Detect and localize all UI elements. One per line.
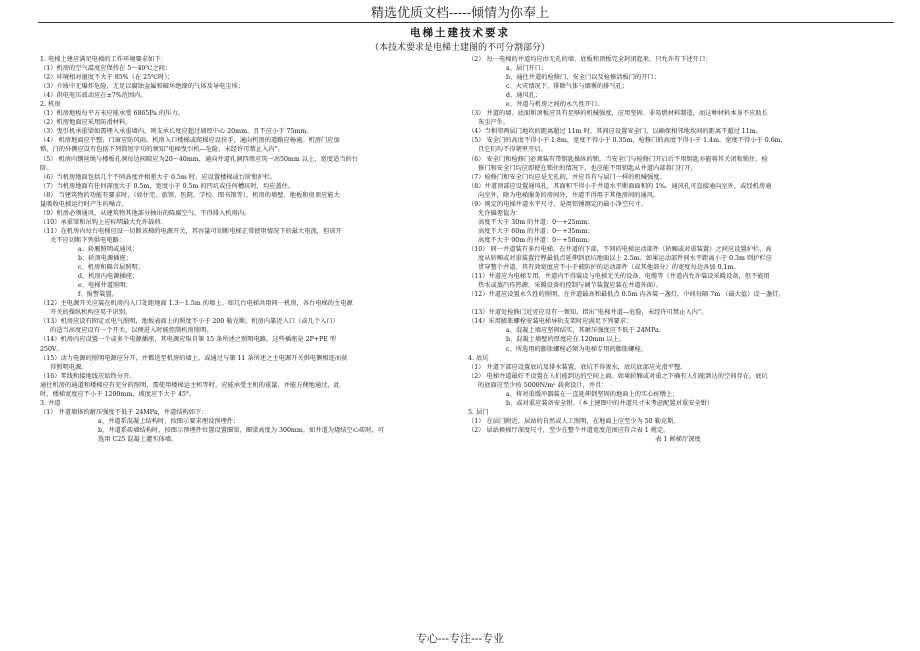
left-column-line: 选用 C25 混凝土灌实体墙。: [98, 435, 178, 443]
left-column-line: 开关的操纵机构应易于识别。: [50, 309, 132, 317]
right-column-line: （12）井道应设置永久性的照明，在井道最高和最低点 0.5m 内各装一盏灯，中间每隔 7m （最大值）设一盏灯。: [468, 291, 785, 299]
right-column-line: 热水或蒸汽作热源，采暖设备的控制与调节装置应装在井道外面）。: [478, 282, 663, 290]
left-column-line: （4）供电电压波动应在±7%范围内。: [40, 92, 147, 100]
header-divider: [38, 22, 894, 23]
left-column-line: e、电梯井道照明；: [78, 282, 132, 290]
right-column-line: （7）检修门和安全门均应是无孔的，并应具有与层门一样的机械强度。: [468, 173, 666, 181]
right-column-line: （9）规定的电梯井道水平尺寸，是用铅锤测定的最小净空尺寸。: [468, 200, 647, 208]
left-column-line: （1）机房的空气温度应保持在 5～40℃之间；: [40, 65, 172, 73]
left-column-line: （8） 当建筑物的功能有要求时，（如住宅、旅馆、医院、学校、图书馆等），机房的墙壁、地板和房顶应能大: [40, 191, 340, 199]
left-column-line: 关不应切断下列供电电路：: [50, 236, 125, 244]
right-column-line: （3） 井道的墙、底面和顶板应具有足够的机械强度，应用坚固、非易燃材料制造，而这种材料本身不应助长: [468, 110, 768, 118]
left-column-line: 阶。: [40, 164, 53, 172]
left-column-line: f、报警装置。: [78, 291, 118, 299]
right-column-line: 允许偏差值为：: [478, 209, 522, 217]
right-column-line: 向室外，除为电梯服务的房间外，井道不得用于其他房间的通风。: [478, 191, 660, 199]
right-column-line: （1） 井道下部应设置底坑及排水装置，底坑不得渗水，底坑底部应光滑平整。: [468, 363, 687, 371]
right-column-line: a、混凝土墙应坚固结实，其耐压强度应不低于 24MPa。: [506, 327, 665, 335]
right-column-line: 高度不大于 60m 的井道：0～+35mm；: [478, 227, 594, 235]
left-column-line: 的适当高度应设有一个开关，以便进入时能控制机房照明。: [50, 327, 213, 335]
right-column-line: [468, 299, 888, 308]
right-column-line: （13）井道处检修门近旁应设有一须知，指出“电梯井道—危险，未经许可禁止入内”。: [468, 309, 708, 317]
right-column-line: （2） 电梯井道最好不设置在人们能到达的空间上面。如果轿厢或对重之下确有人们能到达的空间存在，底坑: [468, 372, 768, 380]
right-column-line: a、将对重缓冲器装在一直延伸到坚固的地面上的实心桩墩上；: [506, 390, 679, 398]
left-column-line: （11）在机房内每台电梯应设一切断该梯的电源开关，其容量可切断电梯正常使用情况下的最大电流，但该开: [40, 227, 342, 235]
right-column-line: （2） 层站候梯厅深度尺寸，至少在整个井道宽度范围应符合表 1 规定。: [468, 426, 670, 434]
left-column-line: a、轿厢照明或通风；: [78, 245, 138, 253]
left-column-line: （7）当机房地面有任何深度大于 0.5m，宽度小于 0.5m 的凹坑或任何槽坑时，均应盖住。: [40, 182, 295, 190]
right-column: [468, 55, 888, 444]
left-column-line: b、轿顶电源插座；: [78, 255, 133, 263]
left-column-line: 锁，门的外侧应设有包括下列简短字句的须知“电梯曳引机—危险，未经许可禁止入内”。: [40, 146, 284, 154]
right-column-line: 高度不大于 30m 的井道：0～+25mm；: [478, 218, 594, 226]
right-column-line: c、火灾情况下，排除气体与烟雾的排气孔；: [506, 83, 629, 91]
left-column-line: c、机房和隔音层照明；: [78, 264, 144, 272]
left-column-line: （12）主电源开关应装在机房内入口处距地面 1.3～1.5m 的墙上。如几台电梯共用同一机房，各台电梯的主电源: [40, 300, 353, 308]
left-column-line: 时，楼梯宽度应不小于 1200mm，坡度应不大于 45°。: [40, 390, 196, 398]
right-column-line: 高度不大于 90m 的井道：0～+50mm；: [478, 236, 594, 244]
right-column-line: （11）井道应为电梯专用，井道内不得装设与电梯无关的设备、电缆等（井道内允许装设采暖设备，但不能用: [468, 273, 770, 281]
left-column-line: b、井道系砖墙结构时，按图示预埋件位置设置圈梁，圈梁高度为 300mm。如井道为烧结空心砖时，可: [98, 426, 385, 434]
right-column-line: （8）井道顶部应设置通风孔，其面积不得小于井道水平断面面积的 1%。通风孔可直接通向室外，或经机房通: [468, 182, 772, 190]
right-column-line: 5. 层门: [468, 408, 489, 416]
left-column: [40, 55, 456, 444]
right-column-line: （2） 每一电梯的井道均应由无孔的墙、底板和顶板完全封闭起来，只允许有下述开口：: [468, 56, 712, 63]
right-column-line: b、通往井道的检修门、安全门以及检修活板门的开口；: [506, 74, 660, 82]
left-column-line: 通往机房的通道和楼梯应有充分的照明，需使用楼梯运主机等时，应能承受主机的重量，并能方便地通过，此: [40, 381, 340, 389]
left-column-line: （14）机房内应设置一个或多个电源插座，其电源应取自第 15 条所述之照明电路，这些插座是 2P+PE 型: [40, 336, 337, 344]
right-column-line: d、通风孔；: [506, 92, 542, 100]
left-column-line: （9）机房必须通风，从建筑物其他部分抽出的陈腐空气，不得排入机房内。: [40, 209, 251, 217]
right-column-line: （6） 安全门和检修门必须装有带钥匙操纵的锁，当安全门与检修门开启后不用钥匙亦能将其关闭和锁住。检: [468, 155, 768, 163]
left-column-line: 2. 机房: [40, 101, 61, 109]
right-column-line: b、或对重应装备安全钳。（本土建图中的井道尺寸未考虑配置对重安全钳）: [506, 399, 714, 407]
right-column-line: 且它们均不得朝里开启。: [478, 146, 547, 154]
left-column-line: （6）当机房地面包括几个不同高度并相差大于 0.5m 时，应设置楼梯或台阶和护栏。: [40, 173, 277, 181]
right-column-line: （10） 同一井道装有多台电梯，在井道的下部，不同的电梯运动部件（轿厢或对重装置）之间应设置护栏，高: [468, 245, 772, 253]
left-column-line: （2）环境相对湿度不大于 85%（在 25℃时）；: [40, 74, 174, 82]
left-column-line: 1. 电梯土建应满足电梯的工作环境要求如下：: [40, 56, 167, 63]
left-column-line: （15）动力电源的照明电源应分开，并都送至机房的墙上，或通过与第 11 条所述之主电源开关供电侧相连而获: [40, 354, 348, 362]
left-column-line: 得照明电源。: [50, 363, 88, 371]
left-column-line: （13）机房应设有固定式电气照明，地板表面上的照度不小于 200 勒克斯。机房内靠近入口（或几个入口）: [40, 318, 339, 326]
right-column-line: b、混凝土墙壁的厚度应在 120mm 以上。: [506, 336, 626, 344]
right-column-line: a、层门开口；: [506, 65, 548, 73]
left-column-line: （3）介质中无爆炸危险，无足以腐蚀金属和破坏绝缘的气体及导电尘埃；: [40, 83, 244, 91]
right-column-line: 修门和安全门均应即使在锁住的情况下，也应能不用钥匙从井道内部将门打开。: [478, 164, 697, 172]
right-column-line: 4. 底坑: [468, 354, 489, 362]
left-column-line: 3. 井道: [40, 399, 61, 407]
right-column-line: （5） 安全门的高度不得小于 1.8m，宽度不得小于 0.35m，检修门的高度不得小于 1.4m，宽度不得小于 0.6m，: [468, 137, 787, 145]
right-column-line: e、井道与机房之间的永久性开口。: [506, 101, 604, 109]
left-column-line: （16）零线和接地线应始终分开。: [40, 372, 136, 380]
page-footer: 专心---专注---专业: [415, 632, 505, 645]
left-column-line: a、井道系混凝土结构时，按图示要求埋设预埋件；: [98, 417, 240, 425]
right-column-line: （14）采用膨胀螺栓安装电梯导轨支架时应满足下列要求：: [468, 318, 633, 326]
left-column-line: 250V。: [40, 345, 63, 353]
right-column-line: 贯穿整个井道。其有效宽度应不小于被防护的运动部件（或其他部分）的宽度每边各加 0.1m。: [478, 264, 740, 272]
right-column-line: （1） 在层门附近，层站的自然或人工照明，在地面上应至少为 50 勒克斯。: [468, 417, 680, 425]
right-column-line: （4）当相邻两层门地坎的距离超过 11m 时，其间应设置安全门，以确保相邻地坎间的距离不超过 11m。: [468, 128, 762, 136]
right-column-line: 灰尘产生。: [478, 119, 510, 127]
left-column-line: （4） 机房地面应平整，门窗应防风雨。机房入口楼梯或爬梯应设扶手，通向机房的道路应畅通。机房门应加: [40, 137, 340, 145]
page-header-banner: 精选优质文档-----倾情为你奉上: [371, 6, 549, 21]
document-subtitle: （本技术要求是电梯土建图的不可分割部分）: [369, 43, 550, 53]
right-column-line: 表 1 候梯厅深度: [655, 435, 701, 443]
document-title: 电梯土建技术要求: [410, 27, 510, 39]
left-column-line: 量吸收电梯运行时产生的噪音。: [40, 200, 128, 208]
left-column-line: d、机房内电源插座；: [78, 273, 139, 281]
right-column-line: c、所选用的膨胀螺栓必须为电梯专用的膨胀螺栓。: [506, 345, 647, 353]
left-column-line: （5） 机房内钢丝绳与楼板孔洞每边间隙应为20～40mm，通向井道孔洞四周应筑一高50mm 以上，宽度适当的台: [40, 155, 359, 163]
left-column-line: （3）曳引机承重梁如需埋入承重墙内，则支承长度应超过墙厚中心 20mm，且不应小于 75mm。: [40, 128, 313, 136]
left-column-line: （1）机房地板每平方米应能承受 6865Pa 的压力。: [40, 110, 185, 118]
left-column-line: （1） 井道墙体的耐压强度不低于 24MPa，井道结构如下：: [40, 408, 208, 416]
right-column-line: 的底面应至少按 5000N/m² 载荷设计，并且：: [478, 381, 608, 389]
right-column-line: 度从轿厢或对重装置行程最低点延伸到底坑地面以上 2.5m。如果运动部件间水平距离小于 0.3m 则护栏应: [478, 255, 772, 263]
left-column-line: （2）机房地面应采用防滑材料。: [40, 119, 132, 127]
left-column-line: （10）承重梁和吊钩上应标明最大允许载荷。: [40, 218, 167, 226]
